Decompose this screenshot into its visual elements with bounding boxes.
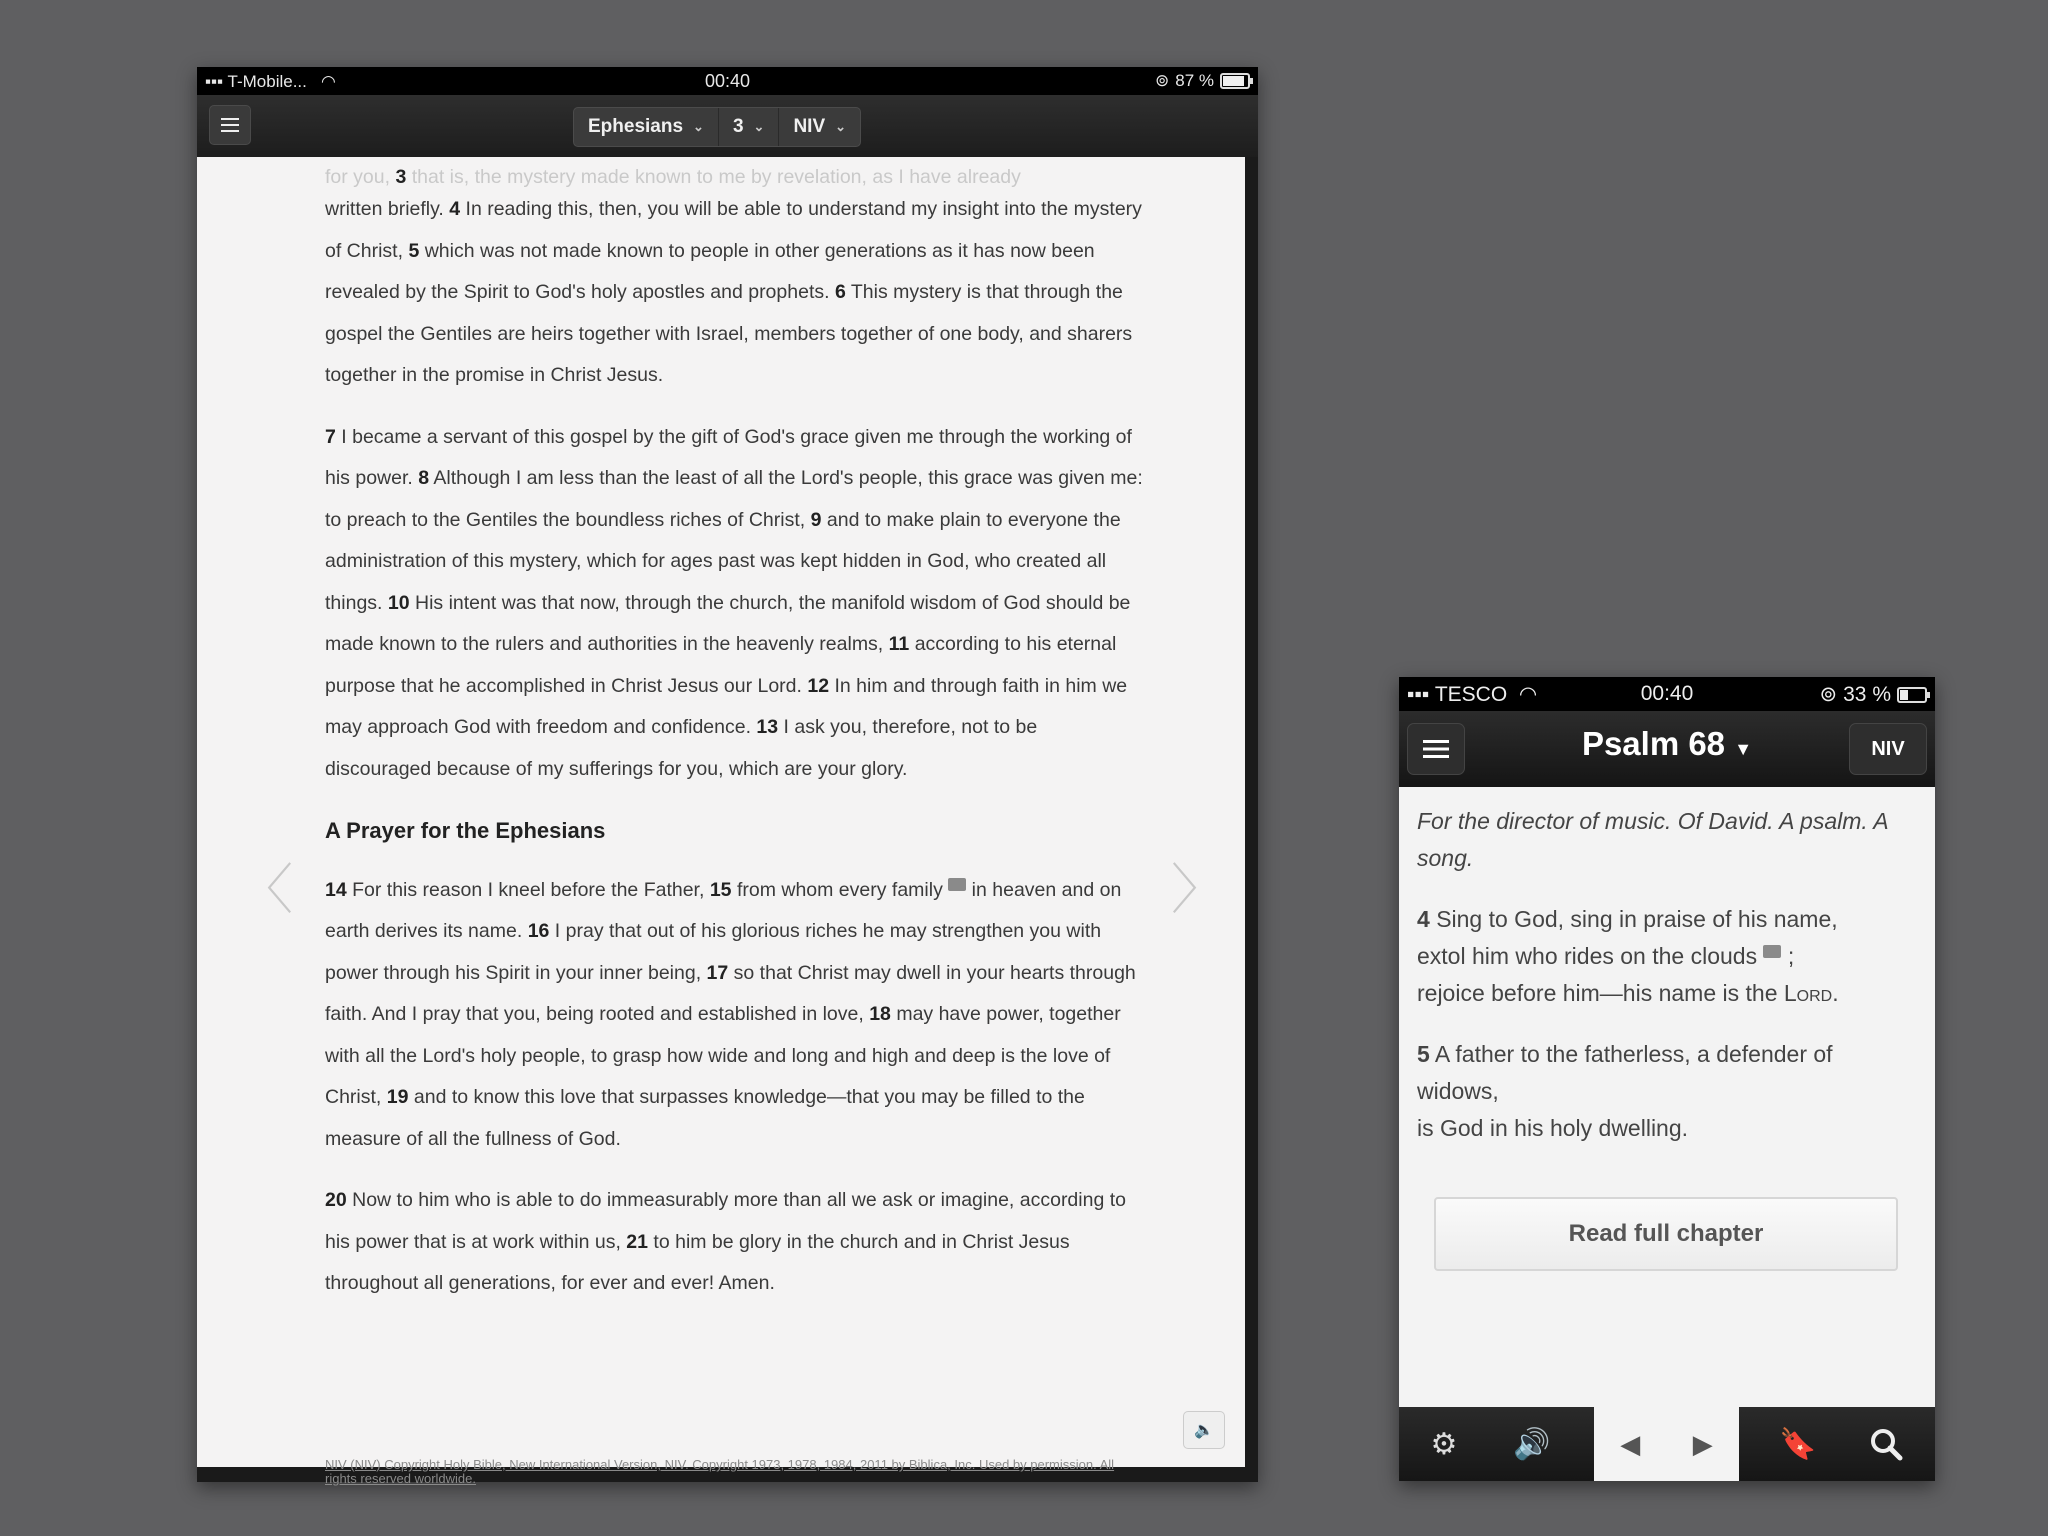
reading-page[interactable] [197,157,1245,1486]
passage-selector [573,107,861,147]
navigation-bar [1399,711,1935,787]
battery-percent: 33 % [1843,682,1891,706]
iphone-device [1399,677,1935,1481]
battery-icon [1220,73,1250,89]
verse-number: 19 [386,1086,409,1108]
verse-number: 5 [408,239,420,262]
settings-tab[interactable] [1409,1407,1479,1481]
verse-number: 7 [325,425,336,448]
passage-content [1399,787,1935,1407]
verse-text: His intent was that now, through the church, the manifold wisdom of God should be made known to the rulers and authorities in the heavenly realms, [325,591,1131,655]
verse-number: 6 [834,281,846,303]
verse-text: which was not made known to people in other generations as it has now been revealed by the Spirit to God's holy apostles and prophets. [325,239,1095,303]
verse-text: I became a servant of this gospel by the gift of God's grace given me through the working of his power. [325,425,1132,489]
next-chapter-arrow-icon[interactable]: 〉 [1171,858,1225,921]
verse-text: I pray that out of his glorious riches he may strengthen you with power through his Spirit in your inner being, [325,920,1102,984]
paragraph [325,189,1145,397]
verse-text: I ask you, therefore, not to be discouraged because of my sufferings for you, which are your glory. [325,716,1038,780]
carrier-label: ▪▪▪ T-Mobile... ◠ [205,72,336,91]
verse-number: 14 [325,878,347,901]
audio-tab[interactable] [1497,1407,1567,1481]
verse-number: 10 [387,591,410,614]
verse-number: 8 [418,467,430,489]
caret-down-icon: ▼ [1734,739,1753,759]
verse-number: 13 [756,716,779,738]
verse-text: In reading this, then, you will be able to understand my insight into the mystery of Christ, [325,198,1142,262]
verse-number: 4 [1417,906,1430,932]
chapter-selector[interactable]: 3 ⌄ [719,108,779,146]
superscription: For the director of music. Of David. A psalm. A song. [1417,808,1888,871]
verse-number: 20 [325,1189,347,1211]
version-button[interactable]: NIV [1849,723,1927,775]
chevron-down-icon: ⌄ [753,119,765,134]
status-bar [197,67,1258,95]
verse-text: In him and through faith in him we may approach God with freedom and confidence. [325,674,1128,738]
section-heading: A Prayer for the Ephesians [325,818,606,843]
verse-number: 9 [810,508,822,531]
ipad-device [197,67,1258,1486]
verse-text: in heaven and on earth derives its name. [325,878,1122,942]
copyright-link[interactable]: NIV (NIV) Copyright Holy Bible, New International Version, NIV. Copyright 1973, 1978, 1984, 2011 by Biblica, Inc. Used by permission. All rights reserved worldwide. [325,1457,1115,1486]
paragraph [325,417,1145,791]
verse-text: according to his eternal purpose that he accomplished in Christ Jesus our Lord. [325,633,1117,697]
rotation-lock-icon: ⊚ [1155,71,1170,90]
paragraph [325,165,1145,189]
verse-number: 11 [888,633,910,655]
battery-icon [1897,687,1927,703]
previous-chapter-arrow-icon[interactable]: 〈 [239,858,293,921]
audio-button[interactable] [1183,1411,1225,1449]
verse-number: 5 [1417,1041,1430,1067]
next-icon[interactable]: ▶ [1692,1428,1713,1459]
book-selector[interactable]: Ephesians ⌄ [574,108,719,146]
verse-text: and to know this love that surpasses knowledge—that you may be filled to the measure of all the fullness of God. [325,1086,1085,1150]
search-icon [1869,1427,1903,1461]
clock: 00:40 [1640,682,1694,705]
verse-number: 15 [709,878,732,901]
carrier-label: TESCO [1434,683,1508,706]
verse-text: Although I am less than the least of all the Lord's people, this grace was given me: to preach to the Gentiles the boundless riches of Christ, [325,467,1143,531]
chevron-down-icon: ⌄ [693,119,704,134]
rotation-lock-icon: ⊚ [1819,683,1838,706]
verse-text: written briefly. [325,198,450,220]
verse-text: may have power, together with all the Lord's holy people, to grasp how wide and long and high and deep is the love of Christ, [325,1003,1121,1108]
bookmarks-tab[interactable] [1763,1407,1833,1481]
status-bar [1399,677,1935,711]
speaker-icon: 🔊 [1513,1427,1551,1461]
paragraph [325,870,1145,1161]
signal-icon: ▪▪▪ [1407,683,1430,706]
verse-number: 3 [395,166,407,188]
list-menu-icon [219,115,241,135]
verse-5: 5 A father to the fatherless, a defender of widows, is God in his holy dwelling. [1417,1041,1833,1141]
menu-button[interactable] [209,105,251,145]
verse-number: 17 [706,961,729,984]
version-selector[interactable]: NIV ⌄ [793,116,847,137]
verse-text: For this reason I kneel before the Father, [346,878,710,901]
verse-text: Now to him who is able to do immeasurably more than all we ask or imagine, according to his power that is at work within us, [325,1189,1126,1253]
verse-number: 12 [807,674,830,697]
chapter-text [325,167,1145,1325]
bookmark-icon: 🔖 [1779,1427,1817,1461]
signal-icon: ▪▪▪ [205,72,224,91]
chevron-down-icon: ⌄ [835,119,847,134]
prev-icon[interactable]: ◀ [1620,1428,1641,1459]
footnote-icon[interactable] [948,878,966,891]
verse-text: from whom every family [731,878,949,901]
battery-percent: 87 % [1175,71,1214,90]
verse-number: 21 [626,1230,648,1253]
clock: 00:40 [704,71,751,91]
search-tab[interactable] [1851,1407,1921,1481]
toolbar [197,95,1258,157]
read-full-chapter-button[interactable]: Read full chapter [1434,1197,1898,1271]
chapter-nav [1594,1407,1739,1481]
verse-text: and to make plain to everyone the administration of this mystery, which for ages past was kept hidden in God, who created all things. [325,508,1121,614]
verse-text: for you, [325,166,396,188]
tab-bar [1399,1407,1935,1481]
verse-number: 4 [449,198,461,220]
verse-4: 4 Sing to God, sing in praise of his name, extol him who rides on the clouds ; rejoice before him—his name is the Lord. [1417,906,1839,1006]
verse-text: This mystery is that through the gospel the Gentiles are heirs together with Israel, members together of one body, and sharers together in the promise in Christ Jesus. [325,281,1133,386]
speaker-icon: 🔈 [1194,1422,1214,1439]
verse-number: 16 [527,920,550,942]
gear-icon: ⚙ [1430,1427,1458,1461]
wifi-icon: ◠ [1513,683,1538,706]
footnote-icon[interactable] [1763,945,1781,958]
verse-number: 18 [869,1003,891,1025]
passage-title[interactable]: Psalm 68 ▼ [1581,725,1753,762]
paragraph [325,1180,1145,1305]
verse-text: so that Christ may dwell in your hearts through faith. And I pray that you, being rooted and established in love, [325,961,1136,1025]
wifi-icon: ◠ [311,72,336,91]
verse-text: to him be glory in the church and in Christ Jesus throughout all generations, for ever and ever! Amen. [325,1230,1070,1294]
verse-text: that is, the mystery made known to me by revelation, as I have already [406,166,1021,188]
